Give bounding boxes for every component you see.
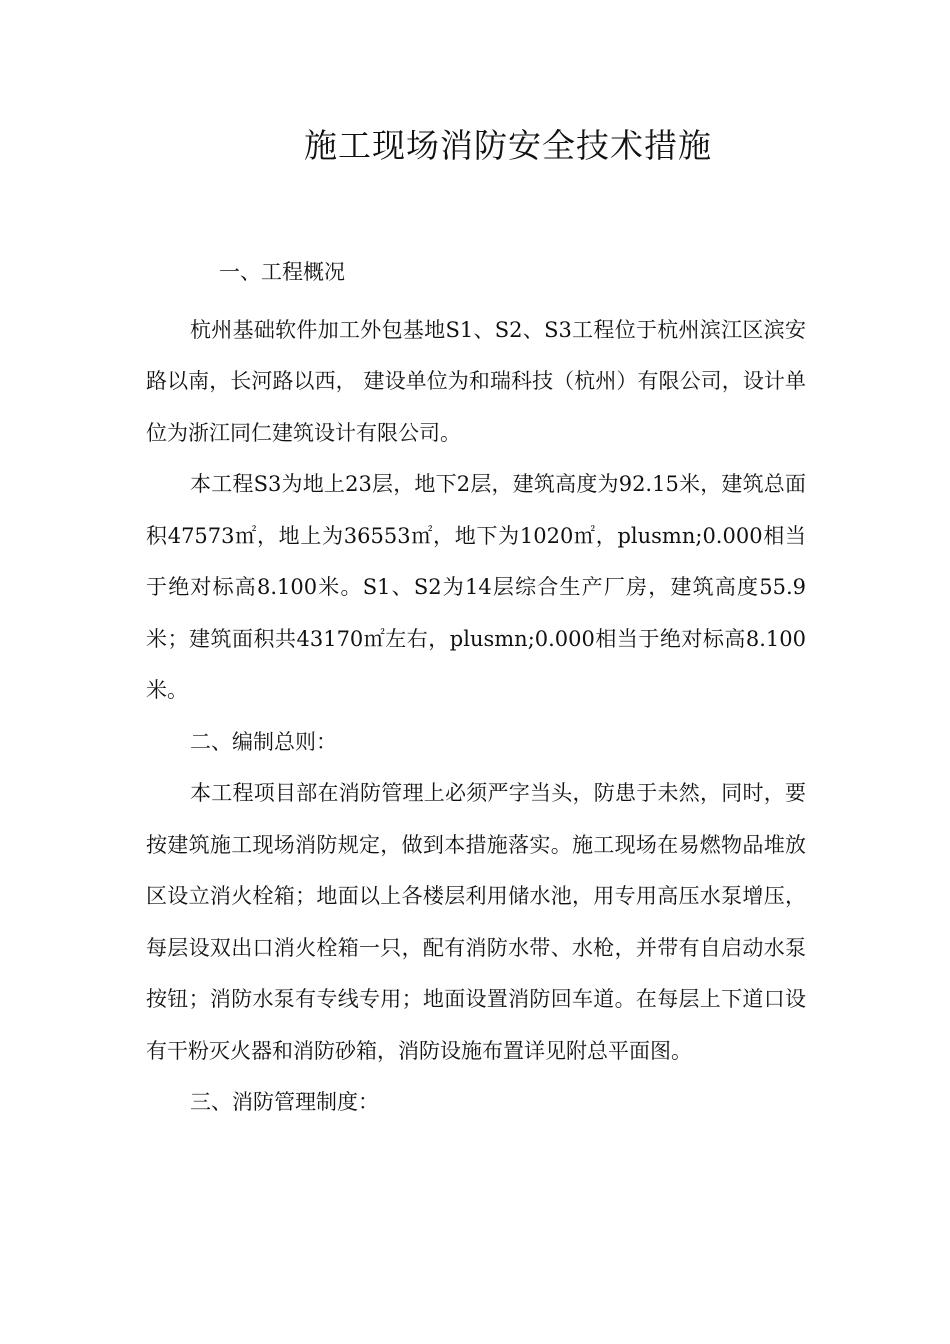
paragraph-project-location: 杭州基础软件加工外包基地S1、S2、S3工程位于杭州滨江区滨安路以南，长河路以西， 建设单位为和瑞科技（杭州）有限公司，设计单位为浙江同仁建筑设计有限公司。 — [146, 317, 806, 445]
paragraph-fire-management: 本工程项目部在消防管理上必须严字当头，防患于未然，同时，要按建筑施工现场消防规定，做到本措施落实。施工现场在易燃物品堆放区设立消火栓箱；地面以上各楼层利用储水池，用专用高压水泵增压，每层设双出口消火栓箱一只，配有消防水带、水枪，并带有自启动水泵按钮；消防水泵有专线专用；地面设置消防回车道。在每层上下道口设有干粉灭火器和消防砂箱，消防设施布置详见附总平面图。 — [146, 781, 806, 1063]
paragraph-building-details: 本工程S3为地上23层，地下2层，建筑高度为92.15米，建筑总面积47573㎡，地上为36553㎡，地下为1020㎡，plusmn;0.000相当于绝对标高8.100米。S1、S2为14层综合生产厂房，建筑高度55.9米；建筑面积共43170㎡左右，plusmn;0.000相当于绝对标高8.100米。 — [146, 472, 806, 702]
document-body — [146, 247, 806, 1129]
section-heading-overview: 一、工程概况 — [219, 260, 345, 284]
section-heading-management-system: 三、消防管理制度： — [190, 1090, 379, 1114]
document-title: 施工现场消防安全技术措施 — [304, 126, 712, 165]
section-heading-general-principles: 二、编制总则： — [190, 729, 337, 754]
